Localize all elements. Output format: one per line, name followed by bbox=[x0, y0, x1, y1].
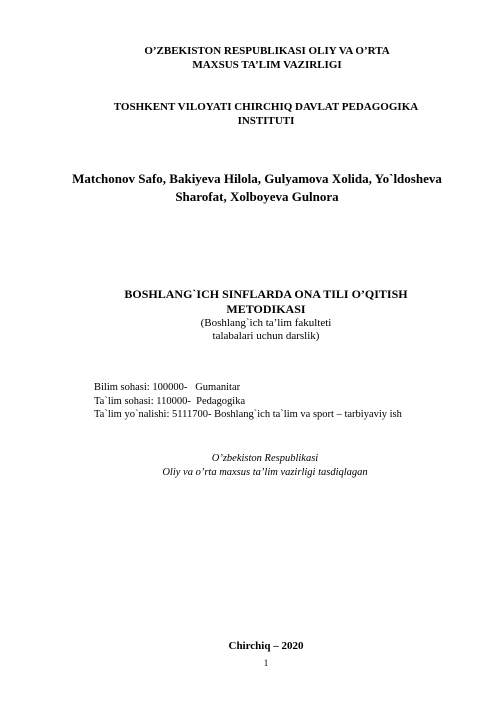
approval-line-2: Oliy va o’rta maxsus ta’lim vazirligi tasdiqlagan bbox=[162, 466, 368, 478]
subtitle-line-2: talabalari uchun darslik) bbox=[212, 330, 320, 342]
classification-info bbox=[94, 381, 402, 422]
book-title-line-2: METODIKASI bbox=[226, 302, 306, 316]
ministry-line-2: MAXSUS TA’LIM VAZIRLIGI bbox=[192, 59, 342, 71]
authors-list bbox=[0, 170, 504, 206]
authors-line-1: Matchonov Safo, Bakiyeva Hilola, Gulyamova Xolida, Yo`ldosheva bbox=[72, 171, 442, 186]
page-number: 1 bbox=[263, 658, 269, 668]
institute-heading bbox=[0, 100, 504, 128]
talim-yonalishi: Ta`lim yo`nalishi: 5111700- Boshlang`ich ta`lim va sport – tarbiyaviy ish bbox=[94, 409, 402, 420]
book-title-line-1: BOSHLANG`ICH SINFLARDA ONA TILI O’QITISH bbox=[124, 287, 408, 301]
subtitle-line-1: (Boshlang`ich ta’lim fakulteti bbox=[200, 317, 332, 329]
institute-line-2: INSTITUTI bbox=[237, 115, 295, 127]
bilim-sohasi: Bilim sohasi: 100000- Gumanitar bbox=[94, 382, 241, 393]
talim-sohasi: Ta`lim sohasi: 110000- Pedagogika bbox=[94, 395, 246, 407]
approval-note bbox=[0, 452, 504, 479]
approval-line-1: O’zbekiston Respublikasi bbox=[211, 453, 319, 464]
book-title bbox=[0, 287, 504, 317]
book-subtitle bbox=[0, 317, 504, 343]
institute-line-1: TOSHKENT VILOYATI CHIRCHIQ DAVLAT PEDAGOGIKA bbox=[113, 101, 419, 113]
authors-line-2: Sharofat, Xolboyeva Gulnora bbox=[175, 189, 339, 204]
ministry-line-1: O’ZBEKISTON RESPUBLIKASI OLIY VA O’RTA bbox=[144, 45, 390, 57]
city-year: Chirchiq – 2020 bbox=[228, 640, 304, 652]
ministry-heading bbox=[0, 44, 504, 72]
